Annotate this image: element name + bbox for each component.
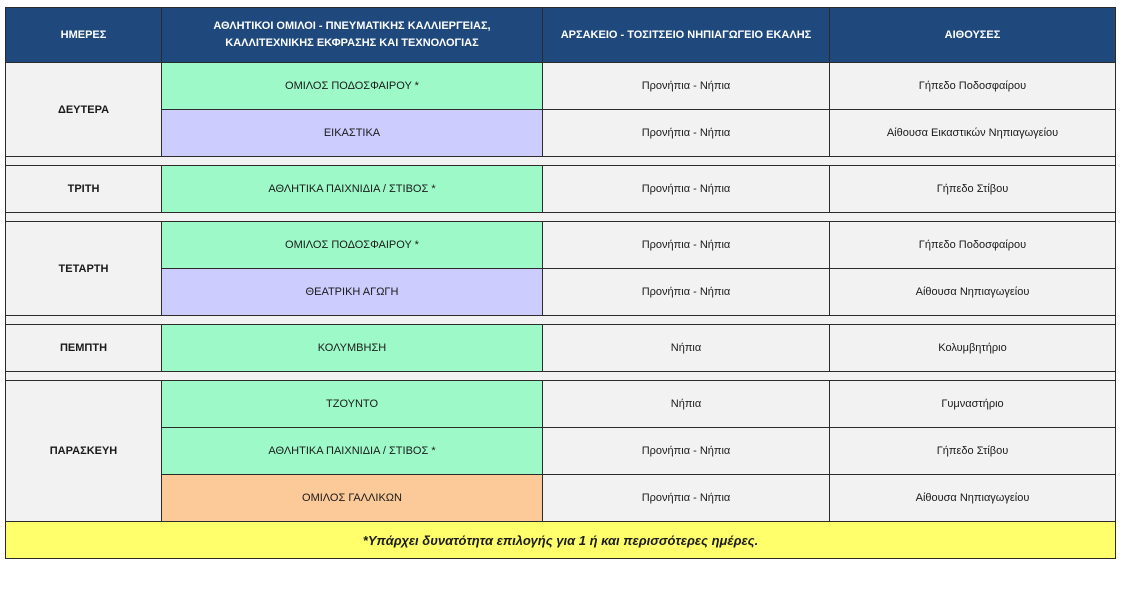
separator-cell	[6, 372, 1116, 381]
grades-cell: Προνήπια - Νήπια	[543, 269, 830, 316]
schedule-table	[5, 7, 1116, 559]
table-row	[6, 110, 1116, 157]
day-cell: ΤΕΤΑΡΤΗ	[6, 222, 162, 316]
table-row	[6, 222, 1116, 269]
room-cell: Αίθουσα Νηπιαγωγείου	[830, 269, 1116, 316]
grades-cell: Προνήπια - Νήπια	[543, 63, 830, 110]
table-row	[6, 269, 1116, 316]
day-cell: ΔΕΥΤΕΡΑ	[6, 63, 162, 157]
grades-cell: Προνήπια - Νήπια	[543, 166, 830, 213]
day-separator	[6, 316, 1116, 325]
separator-cell	[6, 157, 1116, 166]
room-cell: Αίθουσα Εικαστικών Νηπιαγωγείου	[830, 110, 1116, 157]
table-row	[6, 381, 1116, 428]
grades-cell: Προνήπια - Νήπια	[543, 428, 830, 475]
day-cell: ΤΡΙΤΗ	[6, 166, 162, 213]
header-school: ΑΡΣΑΚΕΙΟ - ΤΟΣΙΤΣΕΙΟ ΝΗΠΙΑΓΩΓΕΙΟ ΕΚΑΛΗΣ	[543, 8, 830, 63]
club-cell: ΟΜΙΛΟΣ ΓΑΛΛΙΚΩΝ	[162, 475, 543, 522]
header-clubs-line2: ΚΑΛΛΙΤΕΧΝΙΚΗΣ ΕΚΦΡΑΣΗΣ ΚΑΙ ΤΕΧΝΟΛΟΓΙΑΣ	[225, 37, 479, 49]
club-cell: ΚΟΛΥΜΒΗΣΗ	[162, 325, 543, 372]
room-cell: Αίθουσα Νηπιαγωγείου	[830, 475, 1116, 522]
header-row	[6, 8, 1116, 63]
header-days: ΗΜΕΡΕΣ	[6, 8, 162, 63]
room-cell: Γήπεδο Στίβου	[830, 428, 1116, 475]
club-cell: ΑΘΛΗΤΙΚΑ ΠΑΙΧΝΙΔΙΑ / ΣΤΙΒΟΣ *	[162, 428, 543, 475]
room-cell: Γήπεδο Στίβου	[830, 166, 1116, 213]
header-rooms: ΑΙΘΟΥΣΕΣ	[830, 8, 1116, 63]
room-cell: Κολυμβητήριο	[830, 325, 1116, 372]
grades-cell: Προνήπια - Νήπια	[543, 110, 830, 157]
club-cell: ΟΜΙΛΟΣ ΠΟΔΟΣΦΑΙΡΟΥ *	[162, 63, 543, 110]
day-cell: ΠΑΡΑΣΚΕΥΗ	[6, 381, 162, 522]
room-cell: Γήπεδο Ποδοσφαίρου	[830, 63, 1116, 110]
footnote: *Υπάρχει δυνατότητα επιλογής για 1 ή και περισσότερες ημέρες.	[6, 522, 1116, 559]
grades-cell: Προνήπια - Νήπια	[543, 475, 830, 522]
room-cell: Γήπεδο Ποδοσφαίρου	[830, 222, 1116, 269]
grades-cell: Νήπια	[543, 381, 830, 428]
table-row	[6, 63, 1116, 110]
club-cell: ΤΖΟΥΝΤΟ	[162, 381, 543, 428]
footnote-row	[6, 522, 1116, 559]
table-row	[6, 166, 1116, 213]
schedule-body	[6, 63, 1116, 522]
club-cell: ΟΜΙΛΟΣ ΠΟΔΟΣΦΑΙΡΟΥ *	[162, 222, 543, 269]
room-cell: Γυμναστήριο	[830, 381, 1116, 428]
table-footer	[6, 522, 1116, 559]
grades-cell: Νήπια	[543, 325, 830, 372]
day-separator	[6, 157, 1116, 166]
separator-cell	[6, 213, 1116, 222]
day-separator	[6, 213, 1116, 222]
table-row	[6, 428, 1116, 475]
day-cell: ΠΕΜΠΤΗ	[6, 325, 162, 372]
club-cell: ΑΘΛΗΤΙΚΑ ΠΑΙΧΝΙΔΙΑ / ΣΤΙΒΟΣ *	[162, 166, 543, 213]
club-cell: ΘΕΑΤΡΙΚΗ ΑΓΩΓΗ	[162, 269, 543, 316]
table-header	[6, 8, 1116, 63]
day-separator	[6, 372, 1116, 381]
club-cell: ΕΙΚΑΣΤΙΚΑ	[162, 110, 543, 157]
table-row	[6, 325, 1116, 372]
separator-cell	[6, 316, 1116, 325]
grades-cell: Προνήπια - Νήπια	[543, 222, 830, 269]
table-row	[6, 475, 1116, 522]
header-clubs-line1: ΑΘΛΗΤΙΚΟΙ ΟΜΙΛΟΙ - ΠΝΕΥΜΑΤΙΚΗΣ ΚΑΛΛΙΕΡΓΕΙΑΣ,	[213, 20, 491, 32]
header-clubs	[162, 8, 543, 63]
